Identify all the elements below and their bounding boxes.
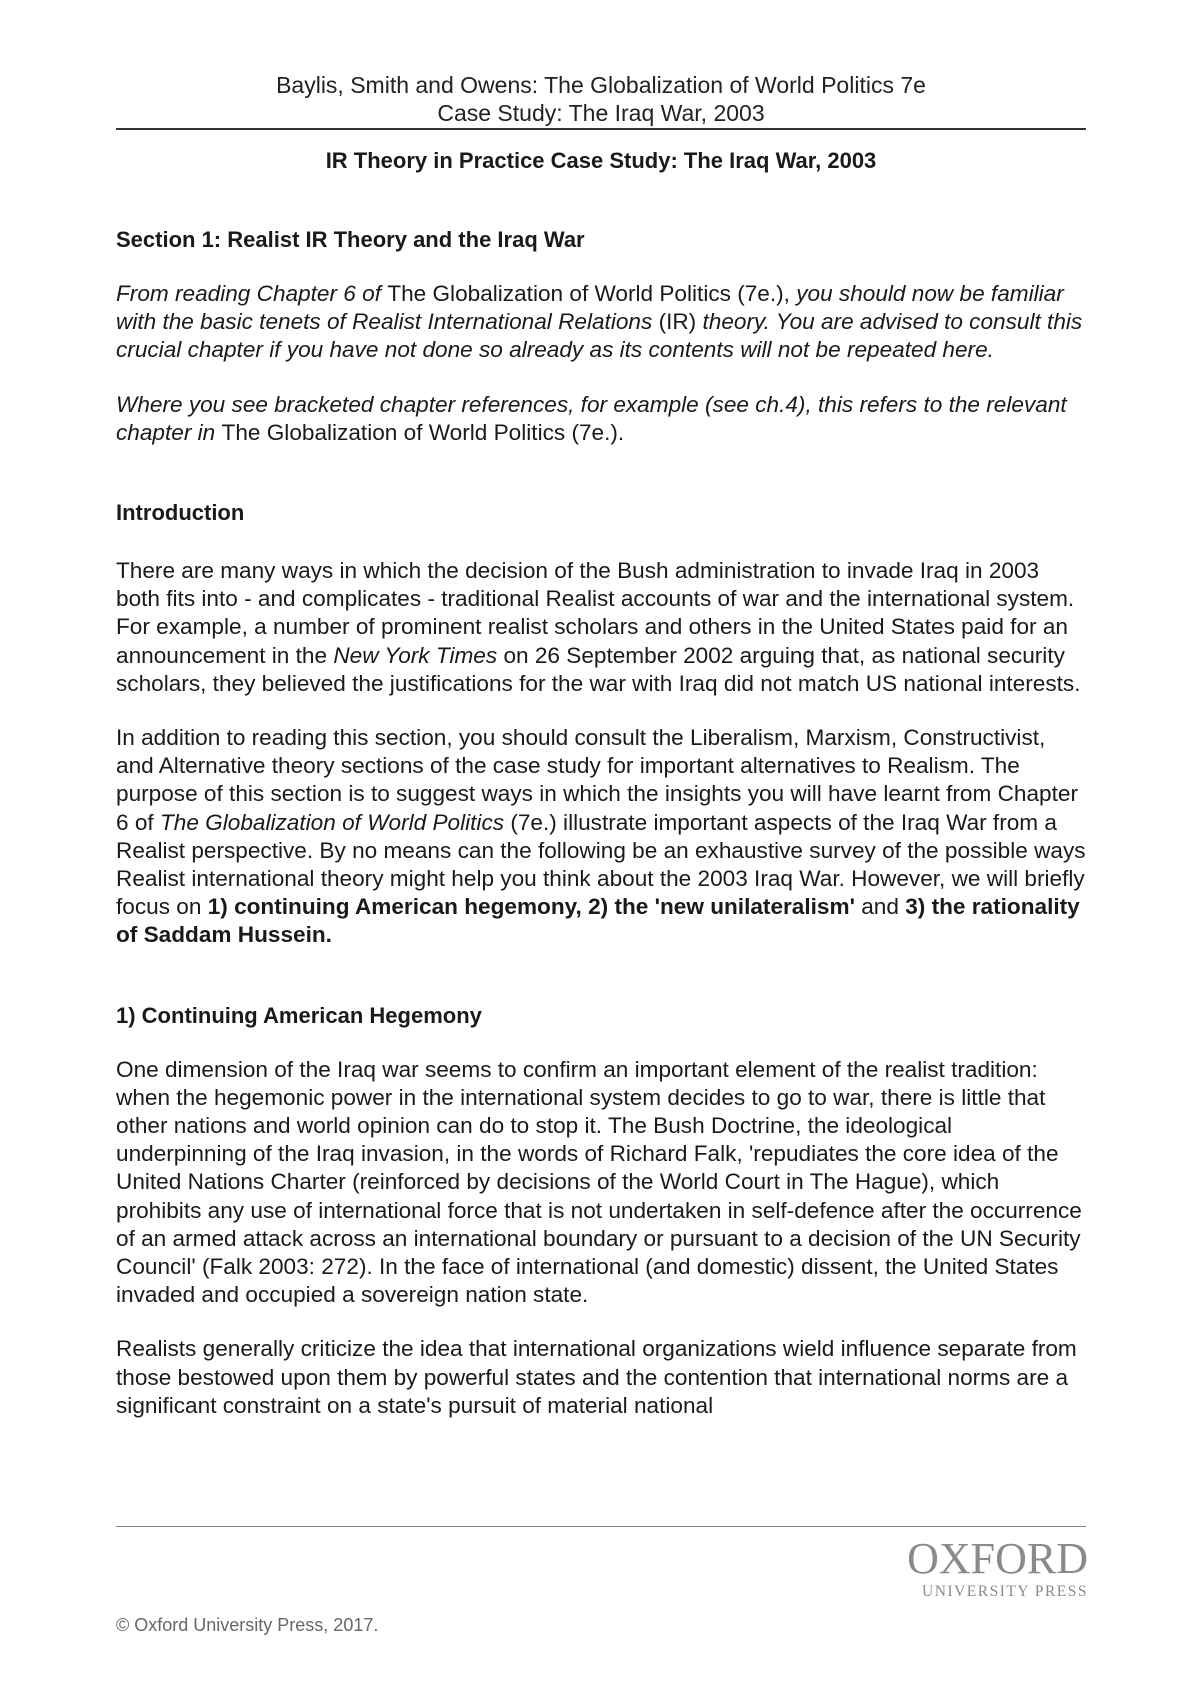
copyright-notice: © Oxford University Press, 2017.: [116, 1615, 379, 1635]
logo-wordmark: OXFORD: [907, 1534, 1088, 1583]
section1-heading: Section 1: Realist IR Theory and the Iraq War: [116, 227, 585, 252]
hegemony-paragraph-2: Realists generally criticize the idea that international organizations wield influence separate from those bestowed upon them by powerful states and the contention that international norms are a significant constraint on a state's pursuit of material national: [116, 1336, 1077, 1418]
introduction-heading: Introduction: [116, 500, 245, 526]
document-body: [116, 226, 1086, 1420]
oxford-logo: [880, 1536, 1088, 1602]
hegemony-paragraph-1: One dimension of the Iraq war seems to confirm an important element of the realist tradition: when the hegemonic power in the international system decides to go to war, there is little that other nations and world opinion can do to stop it. The Bush Doctrine, the ideological underpinning of the Iraq invasion, in the words of Richard Falk, 'repudiates the core idea of the United Nations Charter (reinforced by decisions of the World Court in The Hague), which prohibits any use of international force that is not undertaken in self-defence after the occurrence of an armed attack across an international boundary or pursuant to a decision of the UN Security Council' (Falk 2003: 272). In the face of international (and domestic) dissent, the United States invaded and occupied a sovereign nation state.: [116, 1056, 1082, 1308]
logo-subtitle: UNIVERSITY PRESS: [922, 1583, 1088, 1600]
running-header-book: Baylis, Smith and Owens: The Globalization of World Politics 7e: [276, 72, 926, 98]
header-divider: [116, 128, 1086, 130]
section1-paragraph-2: Where you see bracketed chapter references, for example (see ch.4), this refers to the relevant chapter in The Globalization of World Politics (7e.).: [116, 391, 1067, 445]
document-title: IR Theory in Practice Case Study: The Iraq War, 2003: [325, 148, 877, 173]
footer-divider: [116, 1526, 1086, 1527]
hegemony-heading: 1) Continuing American Hegemony: [116, 1002, 482, 1028]
section1-paragraph-1: From reading Chapter 6 of The Globalization of World Politics (7e.), you should now be familiar with the basic tenets of Realist International Relations (IR) theory. You are advised to consult this crucial chapter if you have not done so already as its contents will not be repeated here.: [116, 281, 1083, 363]
introduction-paragraph-2: In addition to reading this section, you should consult the Liberalism, Marxism, Constructivist, and Alternative theory sections of the case study for important alternatives to Realism. The purpose of this section is to suggest ways in which the insights you will have learnt from Chapter 6 of The Globalization of World Politics (7e.) illustrate important aspects of the Iraq War from a Realist perspective. By no means can the following be an exhaustive survey of the possible ways Realist international theory might help you think about the 2003 Iraq War. However, we will briefly focus on 1) continuing American hegemony, 2) the 'new unilateralism' and 3) the rationality of Saddam Hussein.: [116, 725, 1086, 948]
introduction-paragraph-1: There are many ways in which the decision of the Bush administration to invade Iraq in 2003 both fits into - and complicates - traditional Realist accounts of war and the international system. For example, a number of prominent realist scholars and others in the United States paid for an announcement in the New York Times on 26 September 2002 arguing that, as national security scholars, they believed the justifications for the war with Iraq did not match US national interests.: [116, 558, 1081, 696]
running-header-case-study: Case Study: The Iraq War, 2003: [437, 100, 765, 126]
